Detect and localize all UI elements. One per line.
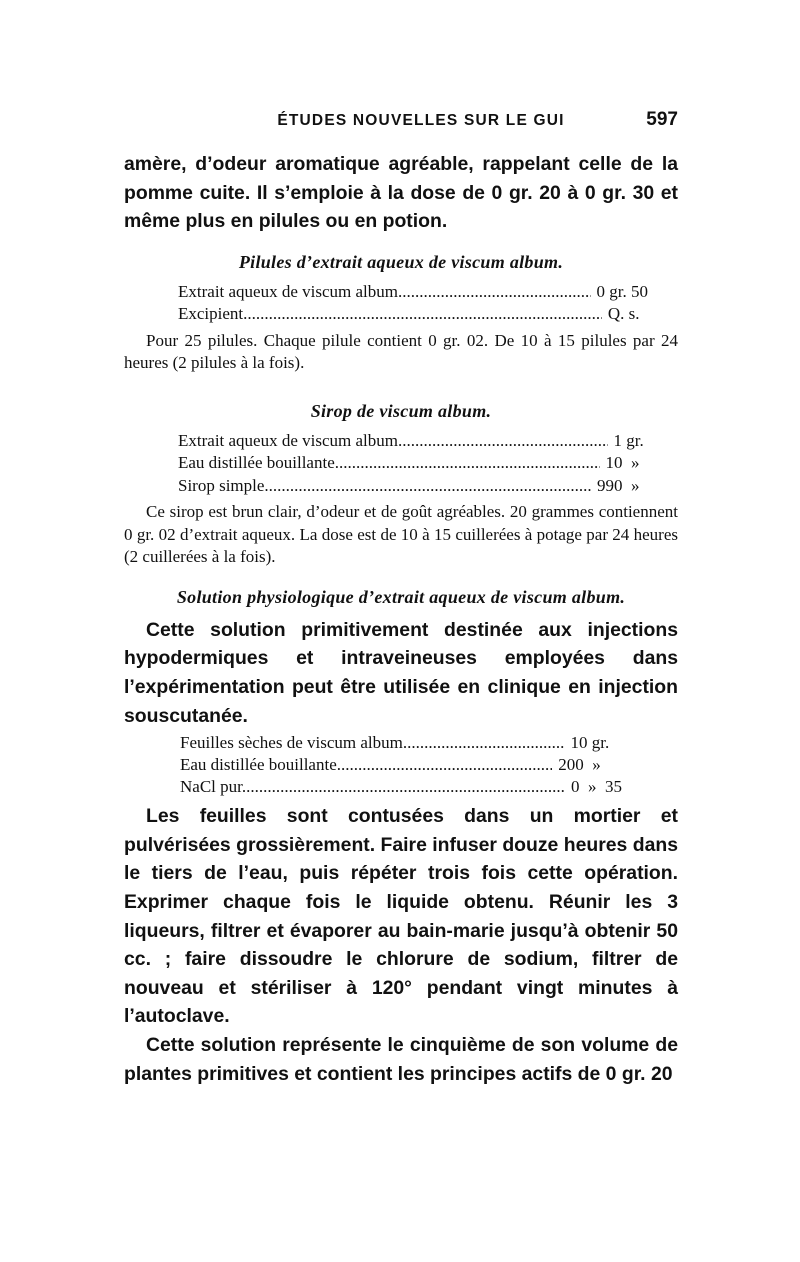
ingredient-qty: 1 gr. xyxy=(613,430,648,450)
ingredient-name: Excipient ..... xyxy=(178,303,602,326)
pilules-heading: Pilules d’extrait aqueux de viscum album. xyxy=(238,251,564,272)
ingredient-qty: 0 gr. 50 xyxy=(596,281,648,301)
ingredient-name: Eau distillée bouillante ..... xyxy=(180,754,552,776)
ingredient-name: Extrait aqueux de viscum album ..... xyxy=(178,281,591,304)
pilules-recipe xyxy=(178,281,648,326)
ingredient-qty: 200 » xyxy=(558,755,622,775)
ingredient-qty: 990 » xyxy=(597,475,648,495)
recipe-row xyxy=(180,776,622,798)
sirop-heading: Sirop de viscum album. xyxy=(310,400,492,421)
running-header xyxy=(124,109,678,142)
page-body xyxy=(124,150,678,1088)
ingredient-qty: 10 gr. xyxy=(570,733,622,753)
ingredient-qty: 0 » 35 xyxy=(571,777,622,797)
recipe-row xyxy=(178,430,648,453)
solution-paragraph-2: Les feuilles sont contusées dans un mortier et pulvérisées grossièrement. Faire infuser douze heures dans le tiers de l’eau, puis répéter trois fois cette opération. Exprimer chaque fois le liquide obtenu. Réunir les 3 liqueurs, filtrer et évaporer au bain-marie jusqu’à obtenir 50 cc. ; faire dissoudre le chlorure de sodium, filtrer de nouveau et stériliser à 120° pendant vingt minutes à l’autoclave. xyxy=(124,805,678,1028)
ingredient-name: Sirop simple ..... xyxy=(178,475,591,498)
ingredient-name: Extrait aqueux de viscum album ..... xyxy=(178,430,608,453)
sirop-recipe xyxy=(178,430,648,498)
ingredient-name: Eau distillée bouillante ..... xyxy=(178,452,600,475)
page-number: 597 xyxy=(646,109,678,130)
ingredient-name: Feuilles sèches de viscum album ..... xyxy=(180,732,565,754)
recipe-row xyxy=(178,475,648,498)
recipe-row xyxy=(178,303,648,326)
pilules-note: Pour 25 pilules. Chaque pilule contient 0 gr. 02. De 10 à 15 pilules par 24 heures (2 pilules à la fois). xyxy=(124,330,678,373)
ingredient-qty: Q. s. xyxy=(607,304,648,324)
solution-recipe xyxy=(180,732,622,798)
intro-paragraph: amère, d’odeur aromatique agréable, rappelant celle de la pomme cuite. Il s’emploie à la dose de 0 gr. 20 à 0 gr. 30 et même plus en pilules ou en potion. xyxy=(124,153,678,233)
recipe-row xyxy=(178,452,648,475)
header-title: ÉTUDES NOUVELLES SUR LE GUI xyxy=(277,112,565,129)
solution-paragraph-1: Cette solution primitivement destinée aux injections hypodermiques et intraveineuses employées dans l’expérimentation peut être utilisée en clinique en injection souscutanée. xyxy=(124,618,678,727)
ingredient-name: NaCl pur ..... xyxy=(180,776,565,798)
ingredient-qty: 10 » xyxy=(605,453,648,473)
sirop-note: Ce sirop est brun clair, d’odeur et de goût agréables. 20 grammes contiennent 0 gr. 02 d’extrait aqueux. La dose est de 10 à 15 cuillerées à potage par 24 heures (2 cuillerées à la fois). xyxy=(124,502,678,567)
recipe-row xyxy=(180,732,622,754)
solution-heading: Solution physiologique d’extrait aqueux de viscum album. xyxy=(176,586,626,607)
recipe-row xyxy=(180,754,622,776)
solution-paragraph-3: Cette solution représente le cinquième de son volume de plantes primitives et contient les principes actifs de 0 gr. 20 xyxy=(124,1033,678,1085)
recipe-row xyxy=(178,281,648,304)
